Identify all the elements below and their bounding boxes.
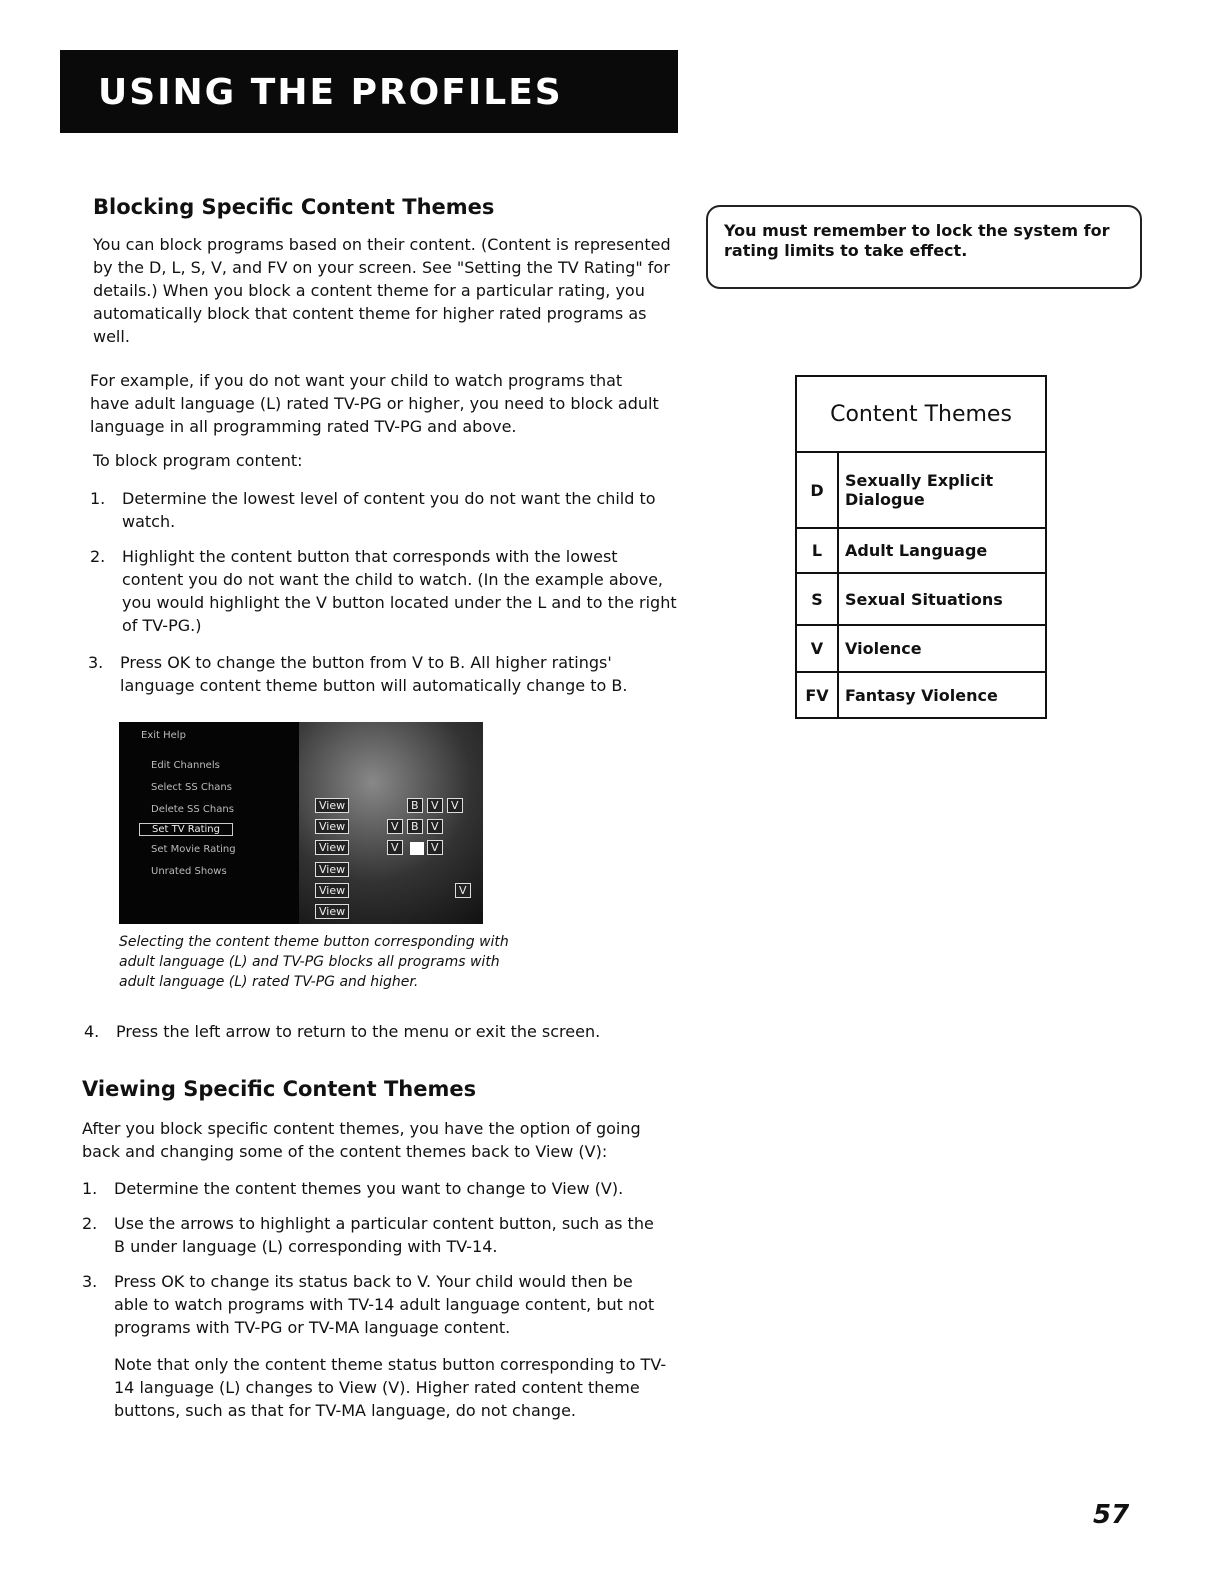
theme-name: Fantasy Violence [838, 672, 1046, 718]
content-themes-table [795, 375, 1047, 719]
table-row [796, 452, 1046, 528]
view-button: View [315, 819, 349, 834]
note-box [706, 205, 1142, 289]
page-heading: USING THE PROFILES [98, 72, 563, 113]
view-button: View [315, 883, 349, 898]
paragraph: To block program content: [93, 451, 303, 470]
theme-code: D [796, 452, 838, 528]
tv-screen-image [119, 722, 483, 924]
table-row [796, 672, 1046, 718]
view-v-button: V [447, 798, 463, 813]
paragraph: Note that only the content theme status button corresponding to TV-14 language (L) changes to View (V). Higher rated content theme buttons, such as that for TV-MA language, do not change. [114, 1355, 667, 1420]
theme-code: V [796, 625, 838, 672]
view-v-button: V [455, 883, 471, 898]
paragraph: You can block programs based on their content. (Content is represented by the D, L, S, V, and FV on your screen. See "Setting the TV Rating" for details.) When you block a content theme for a particular rating, you automatically block that content theme for higher rated programs as well. [93, 235, 671, 346]
list-item: 4. Press the left arrow to return to the menu or exit the screen. [84, 1022, 601, 1041]
view-v-button: V [427, 840, 443, 855]
theme-code: S [796, 573, 838, 625]
theme-name: Sexually Explicit Dialogue [838, 452, 1046, 528]
list-item: 3. Press OK to change its status back to V. Your child would then be able to watch programs with TV-14 adult language content, but not programs with TV-PG or TV-MA language content. [82, 1272, 655, 1337]
paragraph: For example, if you do not want your child to watch programs that have adult language (L) rated TV-PG or higher, you need to block adult language in all programming rated TV-PG and above. [90, 371, 659, 436]
screen-menu-item-selected: Set TV Rating [139, 823, 233, 836]
view-button: View [315, 840, 349, 855]
page-number: 57 [1093, 1500, 1130, 1530]
screen-menu-item: Select SS Chans [151, 782, 232, 793]
header-bar [60, 50, 678, 133]
table-row [796, 573, 1046, 625]
screen-menu-top: Exit Help [141, 730, 186, 741]
highlighted-button [410, 842, 424, 855]
list-item: 1. Determine the content themes you want to change to View (V). [82, 1179, 624, 1198]
theme-name: Adult Language [838, 528, 1046, 573]
block-button: B [407, 798, 423, 813]
view-button: View [315, 798, 349, 813]
note-text: You must remember to lock the system for rating limits to take effect. [724, 221, 1110, 260]
list-item: 2. Use the arrows to highlight a particular content button, such as the B under language (L) corresponding with TV-14. [82, 1214, 654, 1256]
theme-name: Violence [838, 625, 1046, 672]
table-row [796, 625, 1046, 672]
view-v-button: V [427, 819, 443, 834]
table-row [796, 528, 1046, 573]
paragraph: After you block specific content themes, you have the option of going back and changing some of the content themes back to View (V): [82, 1119, 641, 1161]
theme-name: Sexual Situations [838, 573, 1046, 625]
view-v-button: V [387, 819, 403, 834]
view-button: View [315, 904, 349, 919]
theme-code: L [796, 528, 838, 573]
theme-code: FV [796, 672, 838, 718]
screen-menu-item: Set Movie Rating [151, 844, 236, 855]
image-caption: Selecting the content theme button corresponding with adult language (L) and TV-PG blocks all programs with adult language (L) rated TV-PG and higher. [119, 934, 509, 990]
list-item: 1. Determine the lowest level of content you do not want the child to watch. [90, 489, 656, 531]
screen-menu-item: Edit Channels [151, 760, 220, 771]
screen-menu-item: Delete SS Chans [151, 804, 234, 815]
screen-menu-item: Unrated Shows [151, 866, 227, 877]
view-v-button: V [387, 840, 403, 855]
view-v-button: V [427, 798, 443, 813]
list-item: 3. Press OK to change the button from V to B. All higher ratings' language content theme button will automatically change to B. [88, 653, 628, 695]
section-title-viewing: Viewing Specific Content Themes [82, 1077, 477, 1101]
view-button: View [315, 862, 349, 877]
list-item: 2. Highlight the content button that corresponds with the lowest content you do not want the child to watch. (In the example above, you would highlight the V button located under the L and to the right of TV-PG.) [90, 547, 677, 635]
table-title: Content Themes [796, 376, 1046, 452]
block-button: B [407, 819, 423, 834]
section-title-blocking: Blocking Specific Content Themes [93, 195, 495, 219]
